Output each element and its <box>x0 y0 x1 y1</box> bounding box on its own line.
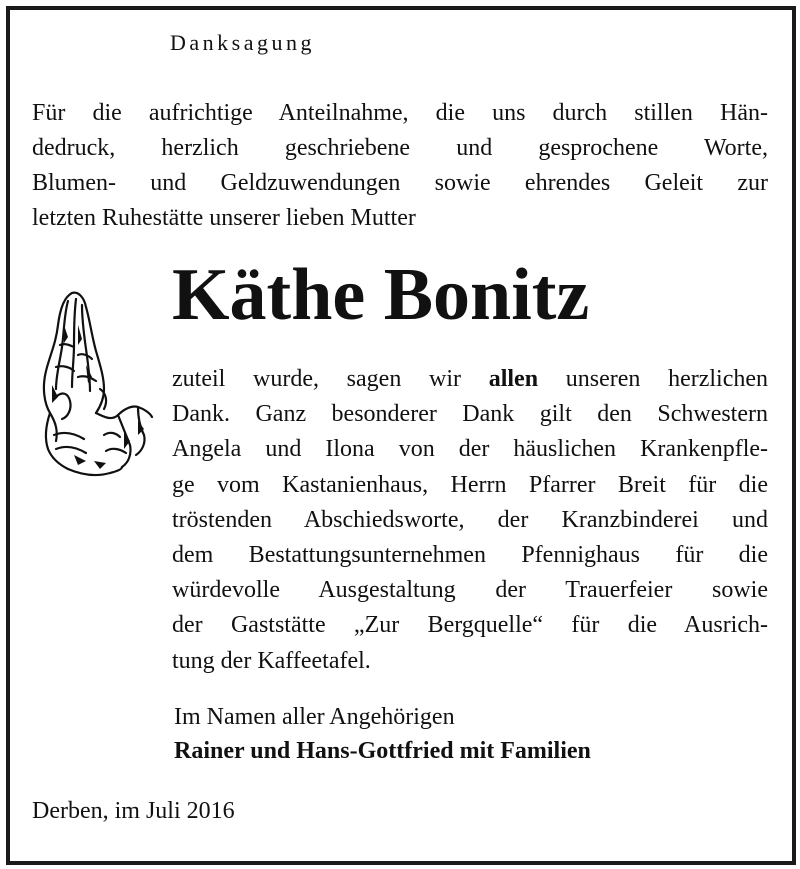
body-line <box>172 362 768 397</box>
deceased-name: Käthe Bonitz <box>172 254 590 336</box>
notice-heading: Danksagung <box>170 30 315 55</box>
intro-line: Blumen- und Geldzuwendungen sowie ehrendes Geleit zur <box>32 170 768 196</box>
place-date: Derben, im Juli 2016 <box>32 798 235 824</box>
intro-paragraph <box>32 96 768 236</box>
body-paragraph <box>172 362 768 679</box>
body-line: tröstenden Abschiedsworte, der Kranzbinderei und <box>172 506 768 533</box>
intro-line: letzten Ruhestätte unserer lieben Mutter <box>32 205 416 231</box>
signatories: Rainer und Hans-Gottfried mit Familien <box>174 738 591 764</box>
body-line-text: unseren herzlichen <box>565 366 769 392</box>
intro-line: Für die aufrichtige Anteilnahme, die uns durch stillen Hän- <box>32 100 768 126</box>
praying-hands-icon <box>34 285 156 485</box>
on-behalf-line: Im Namen aller Angehörigen <box>174 704 455 730</box>
body-line: ge vom Kastanienhaus, Herrn Pfarrer Breit für die <box>172 471 768 498</box>
body-line: dem Bestattungsunternehmen Pfennighaus für die <box>172 542 768 569</box>
body-line-text: zuteil wurde, sagen wir <box>172 366 461 392</box>
intro-line: dedruck, herzlich geschriebene und gesprochene Worte, <box>32 135 768 161</box>
emphasis-text: allen <box>488 366 539 392</box>
body-line: Angela und Ilona von der häuslichen Krankenpfle- <box>172 436 768 463</box>
body-line: Dank. Ganz besonderer Dank gilt den Schwestern <box>172 401 768 428</box>
body-line: würdevolle Ausgestaltung der Trauerfeier sowie <box>172 577 768 604</box>
closing-block <box>174 700 591 768</box>
body-line: der Gaststätte „Zur Bergquelle“ für die Ausrich- <box>172 612 768 639</box>
body-line: tung der Kaffeetafel. <box>172 647 371 674</box>
